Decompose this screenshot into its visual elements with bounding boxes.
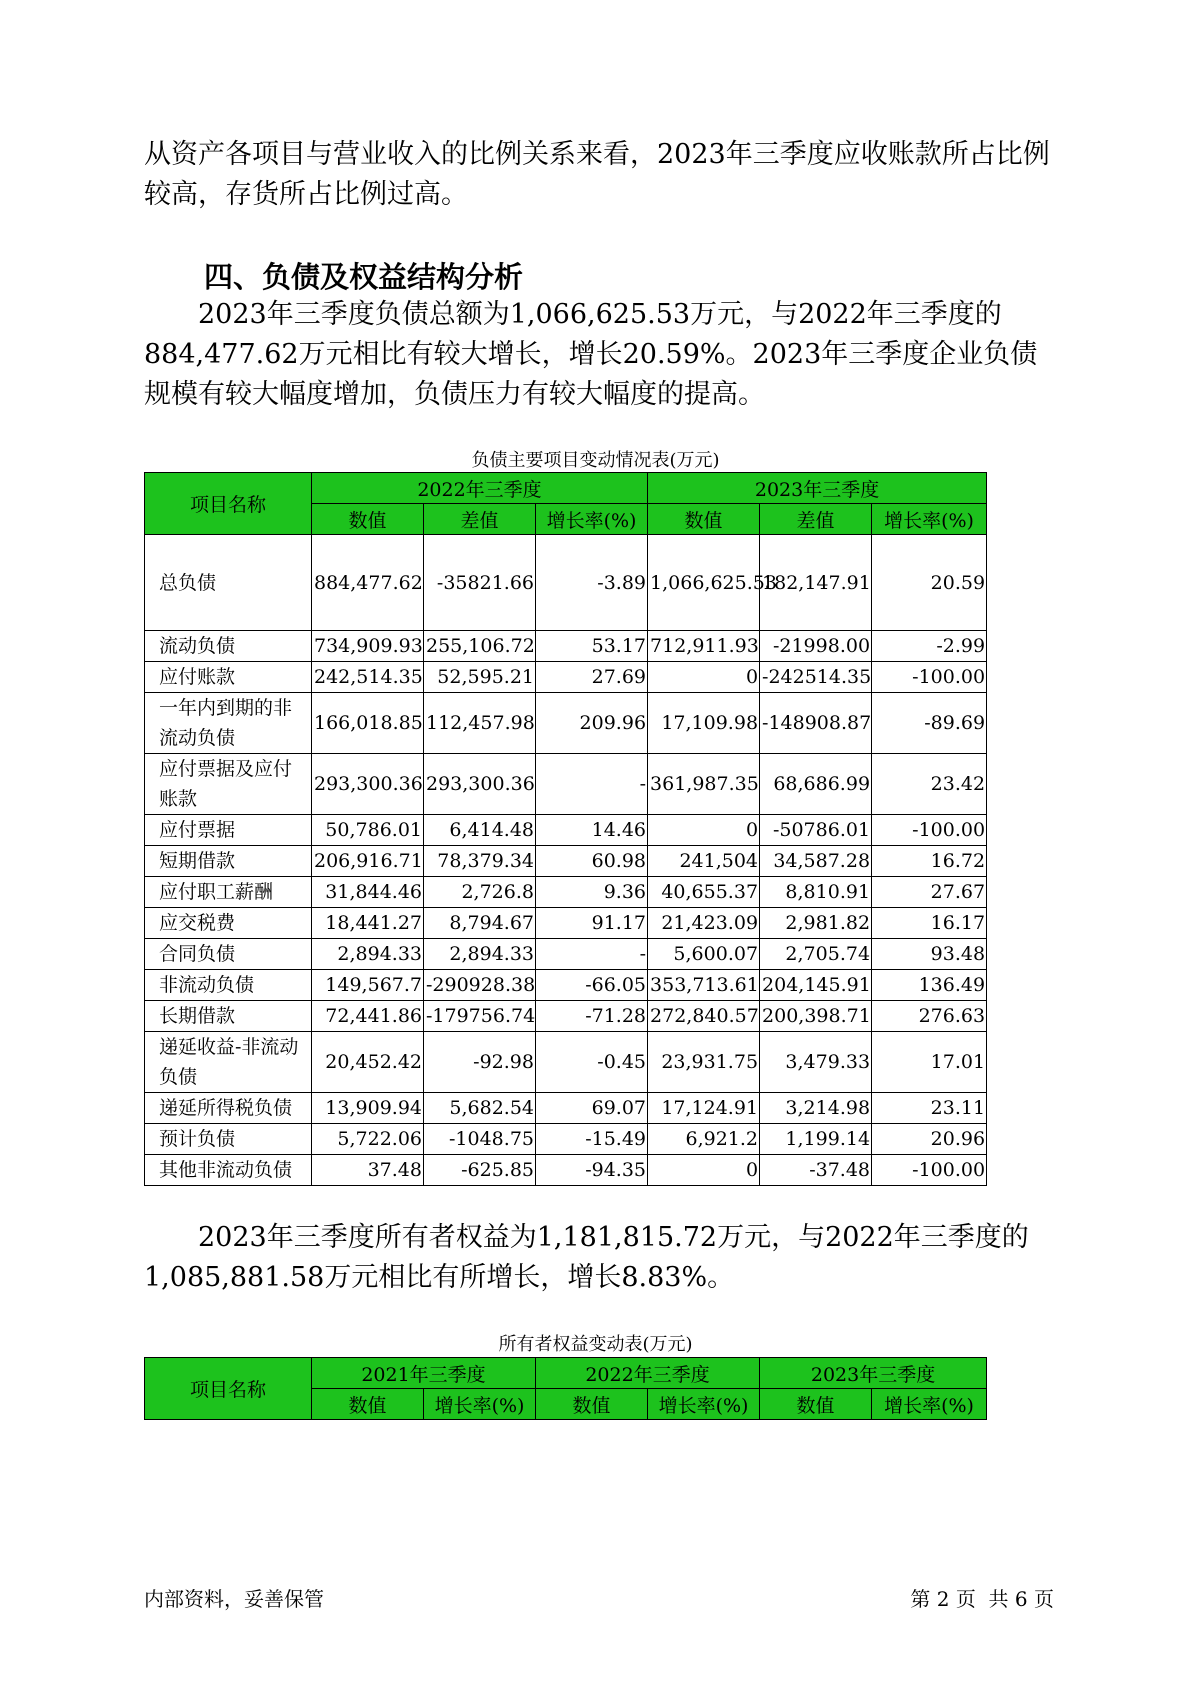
table-cell: 23.42	[872, 754, 987, 815]
sub-header-growth-rate: 增长率(%)	[536, 504, 648, 535]
table-cell: 14.46	[536, 815, 648, 846]
liability-paragraph: 2023年三季度负债总额为1,066,625.53万元，与2022年三季度的884,477.62万元相比有较大增长，增长20.59%。2023年三季度企业负债规模有较大幅度增加，负债压力有较大幅度的提高。	[144, 299, 1038, 410]
table-cell: 27.69	[536, 662, 648, 693]
table-cell: 20.59	[872, 535, 987, 631]
row-label: 长期借款	[145, 1001, 312, 1032]
table-cell: 6,921.2	[648, 1124, 760, 1155]
table-cell: 353,713.61	[648, 970, 760, 1001]
table-cell: -2.99	[872, 631, 987, 662]
table-cell: 16.17	[872, 908, 987, 939]
table-cell: 734,909.93	[312, 631, 424, 662]
table-row	[145, 1032, 987, 1093]
row-label: 应付票据	[145, 815, 312, 846]
equity-table-caption: 所有者权益变动表(万元)	[498, 1334, 693, 1355]
table-cell: 0	[648, 815, 760, 846]
table-row	[145, 693, 987, 754]
table-cell: 18,441.27	[312, 908, 424, 939]
equity-table	[144, 1357, 987, 1420]
table-cell: 361,987.35	[648, 754, 760, 815]
table-cell: 2,894.33	[424, 939, 536, 970]
row-label: 递延所得税负债	[145, 1093, 312, 1124]
table-cell: 20,452.42	[312, 1032, 424, 1093]
row-label: 流动负债	[145, 631, 312, 662]
table-cell: -100.00	[872, 662, 987, 693]
table-cell: 8,794.67	[424, 908, 536, 939]
table-cell: -94.35	[536, 1155, 648, 1186]
table-cell: 200,398.71	[760, 1001, 872, 1032]
table-cell: 112,457.98	[424, 693, 536, 754]
table-cell: -242514.35	[760, 662, 872, 693]
table-cell: -100.00	[872, 1155, 987, 1186]
table-cell: 0	[648, 1155, 760, 1186]
table-cell: 8,810.91	[760, 877, 872, 908]
table-cell: 16.72	[872, 846, 987, 877]
table-cell: 2,726.8	[424, 877, 536, 908]
liability-table	[144, 472, 987, 1186]
table-cell: 31,844.46	[312, 877, 424, 908]
table-cell: 23.11	[872, 1093, 987, 1124]
table-cell: -	[536, 754, 648, 815]
row-label: 应交税费	[145, 908, 312, 939]
sub-header-value: 数值	[312, 504, 424, 535]
table-cell: 712,911.93	[648, 631, 760, 662]
row-label: 短期借款	[145, 846, 312, 877]
table-cell: 149,567.7	[312, 970, 424, 1001]
sub-header-difference: 差值	[424, 504, 536, 535]
table-row	[145, 815, 987, 846]
table-cell: 68,686.99	[760, 754, 872, 815]
table-cell: -	[536, 939, 648, 970]
table-cell: 50,786.01	[312, 815, 424, 846]
table-cell: 241,504	[648, 846, 760, 877]
table-cell: 293,300.36	[312, 754, 424, 815]
item-name-header: 项目名称	[145, 473, 312, 535]
table-cell: 276.63	[872, 1001, 987, 1032]
table-cell: 60.98	[536, 846, 648, 877]
sub-header-growth-rate: 增长率(%)	[872, 1389, 987, 1420]
period-header-2021: 2021年三季度	[312, 1358, 536, 1389]
table-row	[145, 662, 987, 693]
table-cell: -1048.75	[424, 1124, 536, 1155]
sub-header-value: 数值	[312, 1389, 424, 1420]
row-label: 应付票据及应付账款	[145, 754, 312, 815]
table-cell: 20.96	[872, 1124, 987, 1155]
table-cell: 23,931.75	[648, 1032, 760, 1093]
table-cell: 78,379.34	[424, 846, 536, 877]
intro-paragraph: 从资产各项目与营业收入的比例关系来看，2023年三季度应收账款所占比例较高，存货所占比例过高。	[144, 139, 1050, 210]
table-cell: -21998.00	[760, 631, 872, 662]
table-cell: -100.00	[872, 815, 987, 846]
sub-header-growth-rate: 增长率(%)	[648, 1389, 760, 1420]
table-cell: 40,655.37	[648, 877, 760, 908]
table-cell: 293,300.36	[424, 754, 536, 815]
period-header-2022: 2022年三季度	[536, 1358, 760, 1389]
row-label: 非流动负债	[145, 970, 312, 1001]
sub-header-value: 数值	[648, 504, 760, 535]
table-cell: 21,423.09	[648, 908, 760, 939]
table-cell: -625.85	[424, 1155, 536, 1186]
table-row	[145, 754, 987, 815]
equity-paragraph: 2023年三季度所有者权益为1,181,815.72万元，与2022年三季度的1,085,881.58万元相比有所增长，增长8.83%。	[144, 1222, 1029, 1293]
table-cell: 37.48	[312, 1155, 424, 1186]
table-cell: 17,109.98	[648, 693, 760, 754]
table-row	[145, 535, 987, 631]
table-cell: 5,722.06	[312, 1124, 424, 1155]
table-cell: 13,909.94	[312, 1093, 424, 1124]
row-label: 应付职工薪酬	[145, 877, 312, 908]
table-cell: -89.69	[872, 693, 987, 754]
table-cell: -290928.38	[424, 970, 536, 1001]
table-cell: 5,682.54	[424, 1093, 536, 1124]
table-row	[145, 1124, 987, 1155]
table-cell: 884,477.62	[312, 535, 424, 631]
table-cell: 17.01	[872, 1032, 987, 1093]
row-label: 递延收益-非流动负债	[145, 1032, 312, 1093]
section-heading: 四、负债及权益结构分析	[204, 260, 524, 294]
table-cell: -0.45	[536, 1032, 648, 1093]
period-header-2022: 2022年三季度	[312, 473, 648, 504]
table-cell: 2,894.33	[312, 939, 424, 970]
row-label: 总负债	[145, 535, 312, 631]
period-header-2023: 2023年三季度	[760, 1358, 987, 1389]
table-row	[145, 970, 987, 1001]
table-cell: 272,840.57	[648, 1001, 760, 1032]
table-cell: 72,441.86	[312, 1001, 424, 1032]
footer-confidential-note: 内部资料，妥善保管	[144, 1587, 324, 1611]
table-cell: -35821.66	[424, 535, 536, 631]
table-cell: 17,124.91	[648, 1093, 760, 1124]
table-cell: 0	[648, 662, 760, 693]
row-label: 一年内到期的非流动负债	[145, 693, 312, 754]
table-cell: 2,981.82	[760, 908, 872, 939]
table-cell: 9.36	[536, 877, 648, 908]
liability-table-caption: 负债主要项目变动情况表(万元)	[471, 450, 720, 471]
table-row	[145, 1001, 987, 1032]
table-cell: -148908.87	[760, 693, 872, 754]
row-label: 合同负债	[145, 939, 312, 970]
table-cell: 27.67	[872, 877, 987, 908]
table-cell: 1,066,625.53	[648, 535, 760, 631]
row-label: 应付账款	[145, 662, 312, 693]
table-cell: 69.07	[536, 1093, 648, 1124]
table-row	[145, 631, 987, 662]
table-cell: 166,018.85	[312, 693, 424, 754]
table-cell: -37.48	[760, 1155, 872, 1186]
sub-header-difference: 差值	[760, 504, 872, 535]
table-cell: 255,106.72	[424, 631, 536, 662]
table-row	[145, 939, 987, 970]
table-row	[145, 846, 987, 877]
item-name-header: 项目名称	[145, 1358, 312, 1420]
table-cell: -71.28	[536, 1001, 648, 1032]
table-cell: 2,705.74	[760, 939, 872, 970]
table-row	[145, 1093, 987, 1124]
table-cell: 182,147.91	[760, 535, 872, 631]
table-cell: 204,145.91	[760, 970, 872, 1001]
sub-header-value: 数值	[760, 1389, 872, 1420]
table-cell: -92.98	[424, 1032, 536, 1093]
table-cell: -66.05	[536, 970, 648, 1001]
table-cell: 3,479.33	[760, 1032, 872, 1093]
table-cell: 136.49	[872, 970, 987, 1001]
table-cell: 5,600.07	[648, 939, 760, 970]
table-cell: 242,514.35	[312, 662, 424, 693]
liability-table-body	[145, 535, 987, 1186]
table-cell: 206,916.71	[312, 846, 424, 877]
table-cell: -179756.74	[424, 1001, 536, 1032]
table-cell: -3.89	[536, 535, 648, 631]
sub-header-growth-rate: 增长率(%)	[872, 504, 987, 535]
table-cell: 209.96	[536, 693, 648, 754]
table-cell: 34,587.28	[760, 846, 872, 877]
table-cell: -50786.01	[760, 815, 872, 846]
table-cell: 3,214.98	[760, 1093, 872, 1124]
table-row	[145, 1155, 987, 1186]
table-cell: 91.17	[536, 908, 648, 939]
sub-header-value: 数值	[536, 1389, 648, 1420]
table-cell: 93.48	[872, 939, 987, 970]
sub-header-growth-rate: 增长率(%)	[424, 1389, 536, 1420]
period-header-2023: 2023年三季度	[648, 473, 987, 504]
row-label: 其他非流动负债	[145, 1155, 312, 1186]
table-cell: 6,414.48	[424, 815, 536, 846]
table-row	[145, 877, 987, 908]
table-row	[145, 908, 987, 939]
table-cell: -15.49	[536, 1124, 648, 1155]
table-cell: 53.17	[536, 631, 648, 662]
table-cell: 1,199.14	[760, 1124, 872, 1155]
row-label: 预计负债	[145, 1124, 312, 1155]
table-cell: 52,595.21	[424, 662, 536, 693]
footer-page-number: 第 2 页 共 6 页	[910, 1587, 1054, 1611]
